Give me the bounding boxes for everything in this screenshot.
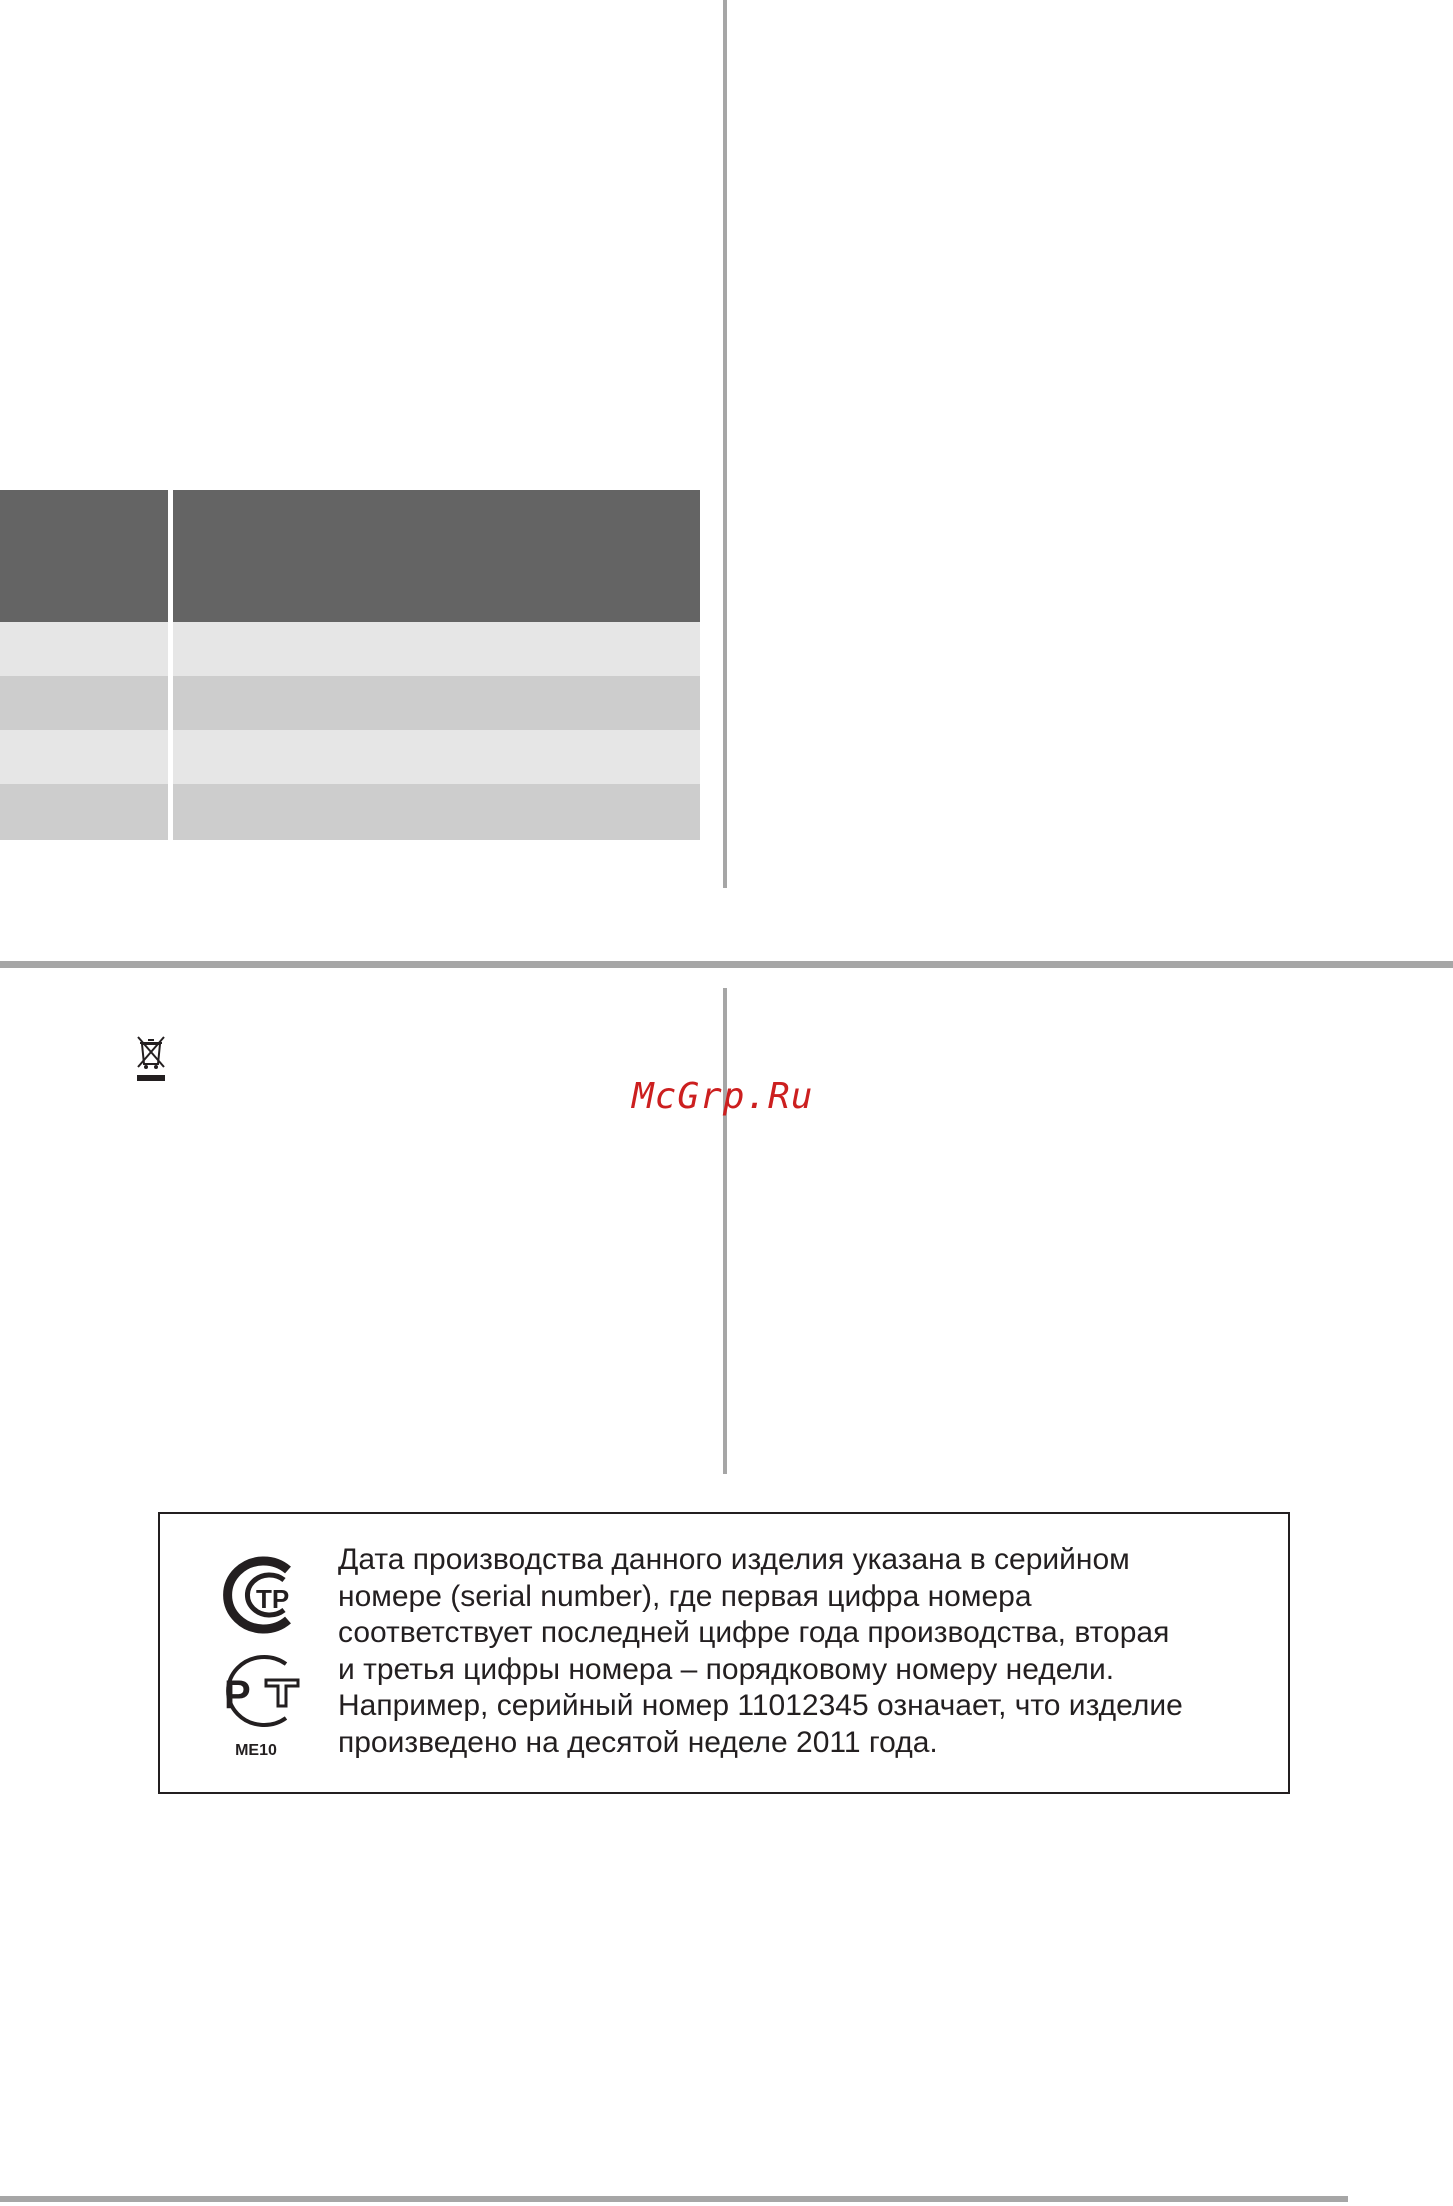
table-header-cell-2 [173, 490, 700, 622]
section-divider [0, 961, 1453, 968]
table-cell [0, 784, 168, 840]
table-cell [0, 676, 168, 730]
watermark: McGrp.Ru [632, 1076, 814, 1117]
svg-text:ТР: ТР [256, 1584, 290, 1614]
table-cell [173, 676, 700, 730]
column-divider-top [723, 0, 727, 888]
table-row [0, 676, 700, 730]
production-date-text [338, 1542, 1258, 1761]
info-line: соответствует последней цифре года производства, вторая [338, 1616, 1170, 1649]
table-row [0, 622, 700, 676]
table-cell [173, 730, 700, 784]
table-header-cell-1 [0, 490, 168, 622]
info-line: произведено на десятой неделе 2011 года. [338, 1725, 938, 1759]
gost-r-certification-icon [206, 1650, 310, 1732]
certification-code: ME10 [235, 1742, 277, 1759]
spec-table [0, 490, 700, 840]
table-cell [0, 730, 168, 784]
table-row [0, 784, 700, 840]
column-divider-bottom [723, 988, 727, 1474]
info-line: Дата производства данного изделия указана в серийном [338, 1543, 1130, 1576]
table-cell [173, 784, 700, 840]
eac-gost-tr-certification-icon [206, 1554, 310, 1636]
table-row [0, 730, 700, 784]
crossed-out-bin-icon [134, 1032, 168, 1084]
info-line: Например, серийный номер 11012345 означает, что изделие [338, 1689, 1183, 1722]
production-date-notice [158, 1512, 1290, 1794]
table-cell [0, 622, 168, 676]
table-cell [173, 622, 700, 676]
info-line: и третья цифры номера – порядковому номеру недели. [338, 1652, 1115, 1686]
svg-text:Р: Р [224, 1673, 251, 1717]
table-header [0, 490, 700, 622]
info-line: номере (serial number), где первая цифра номера [338, 1579, 1032, 1613]
table-column-divider [168, 490, 173, 840]
footer-rule [0, 2196, 1348, 2202]
